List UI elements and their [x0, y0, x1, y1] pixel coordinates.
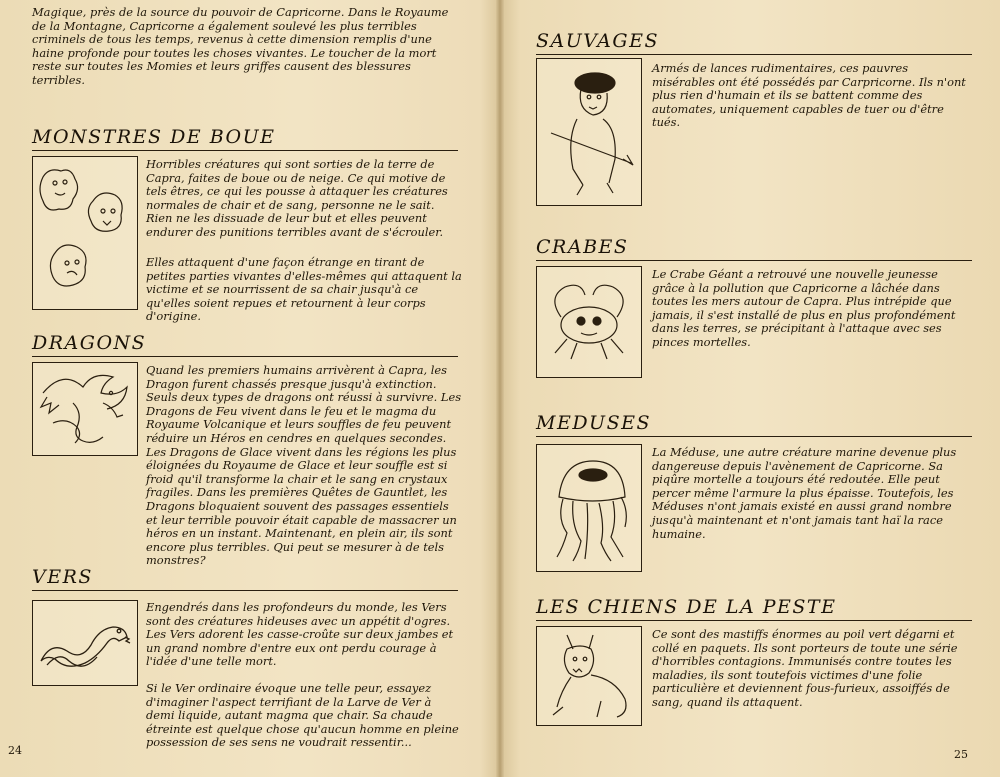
heading-rule — [536, 436, 972, 437]
monstres-paragraph-2: Elles attaquent d'une façon étrange en tirant de petites parties vivantes d'elles-mêmes qui attaquent la victime et se nourrissent de sa chair jusqu'à ce qu'elles soient repues et retournent à leur corps d'origine. — [146, 255, 462, 324]
intro-paragraph: Magique, près de la source du pouvoir de Capricorne. Dans le Royaume de la Montagne, Capricorne a également soulevé les plus terribles criminels de tous les temps, revenus à cette dimension remplis d'une haine profonde pour toutes les choses vivantes. Le toucher de la mort reste sur toutes les Momies et leurs griffes causent des blessures terribles. — [32, 5, 449, 87]
heading-monstres-de-boue: MONSTRES DE BOUE — [32, 126, 276, 148]
crab-illustration — [536, 266, 642, 378]
plague-dog-illustration — [536, 626, 642, 726]
monstres-paragraph-1: Horribles créatures qui sont sorties de la terre de Capra, faites de boue ou de neige. Ce qui motive de tels êtres, ce qui les pousse à attaquer les créatures normales de chair et de sang, personne ne le sait. Rien ne les dissuade de leur but et elles peuvent endurer des punitions terribles avant de s'écrouler. — [146, 157, 448, 239]
heading-rule — [536, 54, 972, 55]
crab-icon — [537, 267, 641, 377]
worm-illustration — [32, 600, 138, 686]
heading-crabes: CRABES — [536, 236, 629, 258]
page-number-right: 25 — [954, 748, 968, 761]
heading-rule — [32, 590, 458, 591]
chiens-paragraph: Ce sont des mastiffs énormes au poil vert dégarni et collé en paquets. Ils sont porteurs de toute une série d'horribles contagions. Immunisés contre toutes les maladies, ils sont toutefois victimes d'une folie particulière et deviennent fous-furieux, assoiffés de sang, quand ils attaquent. — [652, 627, 958, 709]
heading-meduses: MEDUSES — [536, 412, 651, 434]
heading-chiens-de-la-peste: LES CHIENS DE LA PESTE — [536, 596, 837, 618]
mud-monster-icon — [33, 157, 137, 309]
vers-paragraph-2: Si le Ver ordinaire évoque une telle peur, essayez d'imaginer l'aspect terrifiant de la Larve de Ver à demi liquide, autant magma que chair. Sa chaude étreinte est quelque chose qu'aucun homme en pleine possession de ses sens ne voudrait ressentir... — [146, 681, 459, 750]
heading-vers: VERS — [32, 566, 93, 588]
left-page — [0, 0, 498, 777]
dragon-illustration — [32, 362, 138, 456]
jellyfish-illustration — [536, 444, 642, 572]
plague-dog-icon — [537, 627, 641, 725]
heading-rule — [32, 356, 458, 357]
heading-sauvages: SAUVAGES — [536, 30, 659, 52]
jellyfish-icon — [537, 445, 641, 571]
worm-icon — [33, 601, 137, 685]
crabes-paragraph: Le Crabe Géant a retrouvé une nouvelle jeunesse grâce à la pollution que Capricorne a lâchée dans toutes les mers autour de Capra. Plus intrépide que jamais, il s'est installé de plus en plus profondément dans les terres, se précipitant à l'attaque avec ses pinces mortelles. — [652, 267, 956, 349]
page-number-left: 24 — [8, 744, 22, 757]
right-page — [502, 0, 1000, 777]
heading-rule — [536, 620, 972, 621]
savage-icon — [537, 59, 641, 205]
heading-rule — [536, 260, 972, 261]
sauvages-paragraph: Armés de lances rudimentaires, ces pauvres misérables ont été possédés par Carpricorne. Ils n'ont plus rien d'humain et ils se battent comme des automates, uniquement capables de tuer ou d'être tués. — [652, 61, 966, 130]
mud-monsters-illustration — [32, 156, 138, 310]
heading-rule — [32, 150, 458, 151]
dragon-icon — [33, 363, 137, 455]
vers-paragraph-1: Engendrés dans les profondeurs du monde, les Vers sont des créatures hideuses avec un appétit d'ogres. Les Vers adorent les casse-croûte sur deux jambes et un grand nombre d'entre eux ont perdu courage à l'idée d'une telle mort. — [146, 600, 454, 669]
dragons-paragraph: Quand les premiers humains arrivèrent à Capra, les Dragon furent chassés presque jusqu'à extinction. Seuls deux types de dragons ont réussi à survivre. Les Dragons de Feu vivent dans le feu et le magma du Royaume Volcanique et leurs souffles de feu peuvent réduire un Héros en cendres en quelques secondes. Les Dragons de Glace vivent dans les régions les plus éloignées du Royaume de Glace et leur souffle est si froid qu'il transforme la chair et le sang en crystaux fragiles. Dans les premières Quêtes de Gauntlet, les Dragons bloquaient souvent des passages essentiels et leur terrible pouvoir était capable de massacrer un héros en un instant. Maintenant, en plein air, ils sont encore plus terribles. Qui peut se mesurer à de tels monstres? — [146, 363, 462, 568]
savage-illustration — [536, 58, 642, 206]
heading-dragons: DRAGONS — [32, 332, 147, 354]
meduses-paragraph: La Méduse, une autre créature marine devenue plus dangereuse depuis l'avènement de Capricorne. Sa piqûre mortelle a toujours été redoutée. Elle peut percer même l'armure la plus épaisse. Toutefois, les Méduses n'ont jamais existé en aussi grand nombre jusqu'à maintenant et n'ont jamais tant haï la race humaine. — [652, 445, 957, 541]
